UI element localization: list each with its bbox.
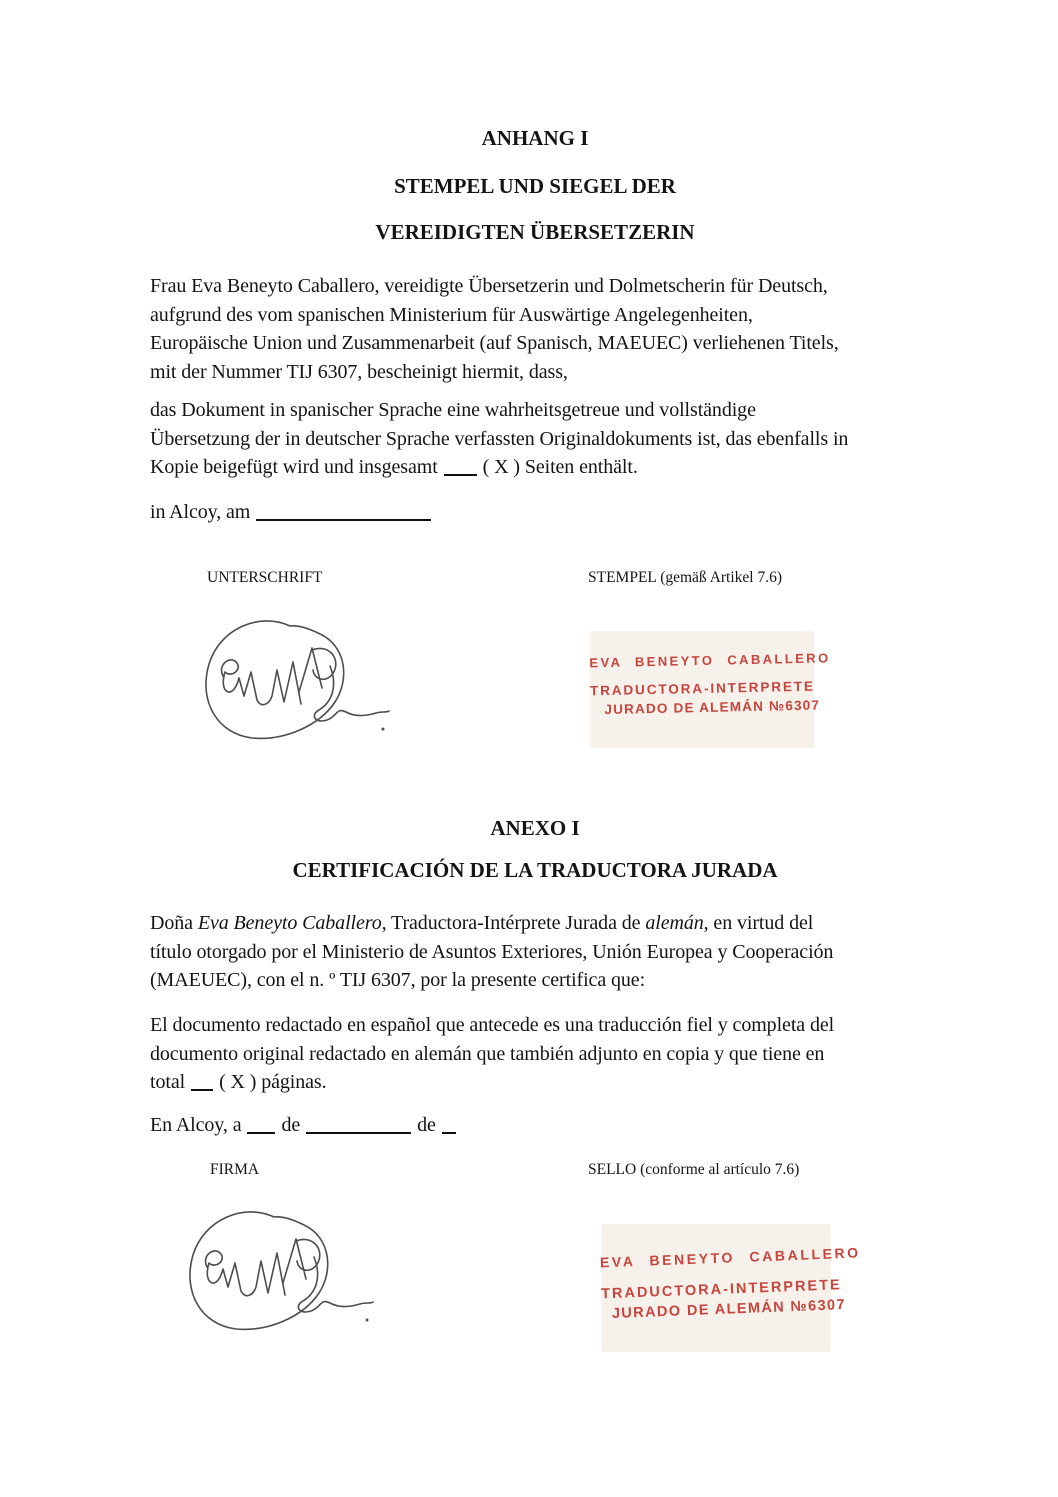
paragraph-line: Frau Eva Beneyto Caballero, vereidigte Übersetzerin und Dolmetscherin für Deutsch, [150,275,828,297]
paragraph-line: Übersetzung der in deutscher Sprache verfassten Originaldokuments ist, das ebenfalls in [150,427,849,450]
anexo-title: ANEXO I [490,816,580,840]
paragraph-line [150,453,848,482]
paragraph-line: título otorgado por el Ministerio de Asuntos Exteriores, Unión Europea y Cooperación [150,940,834,963]
paragraph-line: aufgrund des vom spanischen Ministerium für Auswärtige Angelegenheiten, [150,303,753,326]
anexo-paragraph-2 [150,1011,834,1097]
pages-count-blank [191,1072,213,1091]
stamp-name-line: EVA BENEYTO CABALLERO [589,650,831,671]
anhang-paragraph-2 [150,396,848,482]
anhang-subtitle-2: VEREIDIGTEN ÜBERSETZERIN [375,220,695,244]
month-blank [306,1115,411,1134]
anhang-paragraph-1 [150,272,839,386]
date-blank [256,502,431,521]
paragraph-text: , Traductora-Intérprete Jurada de [381,912,646,934]
language-italic: alemán [645,912,704,934]
paragraph-line: Europäische Union und Zusammenarbeit (auf Spanisch, MAEUEC) verliehenen Titels, [150,332,839,354]
paragraph-text: ( X ) Seiten enthält. [482,456,638,478]
stamp-number-line: JURADO DE ALEMÁN №6307 [611,1297,847,1323]
year-blank [442,1115,456,1134]
translator-stamp [589,631,831,748]
anhang-date-line [150,498,437,527]
translator-name-italic: Eva Beneyto Caballero [197,912,382,934]
paragraph-line: mit der Nummer TIJ 6307, bescheinigt hiermit, dass, [150,360,568,383]
signature-scribble [170,1201,382,1335]
paragraph-text: Kopie beigefügt wird und insgesamt [150,456,438,478]
translator-stamp-text [589,629,831,751]
paragraph-text: ( X ) páginas. [219,1071,327,1093]
paragraph-text: Doña [150,912,198,934]
signature-label: UNTERSCHRIFT [207,569,323,586]
day-blank [247,1115,275,1134]
pages-count-blank [444,457,477,476]
date-line-text: de [417,1114,436,1136]
stamp-title-line: TRADUCTORA-INTERPRETE [600,1277,842,1303]
translator-stamp [599,1224,861,1352]
anexo-subtitle: CERTIFICACIÓN DE LA TRADUCTORA JURADA [292,858,778,882]
anhang-subtitle-1: STEMPEL UND SIEGEL DER [394,174,676,198]
stamp-title-line: TRADUCTORA-INTERPRETE [589,678,816,699]
paragraph-line: El documento redactado en español que antecede es una traducción fiel y completa del [150,1014,835,1036]
paragraph-line: (MAEUEC), con el n. º TIJ 6307, por la presente certifica que: [150,969,646,991]
date-line-text: En Alcoy, a [150,1114,242,1136]
date-line-text: in Alcoy, am [150,501,251,523]
signature-scribble [186,610,398,744]
anhang-title: ANHANG I [481,126,589,150]
date-line-text: de [281,1114,301,1136]
translator-stamp-text [599,1220,861,1357]
stamp-label: SELLO (conforme al artículo 7.6) [588,1161,800,1178]
paragraph-line [150,909,833,938]
paragraph-text: total [150,1071,186,1093]
paragraph-text: , en virtud del [703,912,814,934]
stamp-number-line: JURADO DE ALEMÁN №6307 [604,697,821,718]
anexo-date-line [150,1111,462,1140]
paragraph-line: das Dokument in spanischer Sprache eine wahrheitsgetreue und vollständige [150,399,756,421]
paragraph-line: documento original redactado en alemán que también adjunto en copia y que tiene en [150,1042,825,1065]
stamp-name-line: EVA BENEYTO CABALLERO [599,1244,861,1271]
stamp-label: STEMPEL (gemäß Artikel 7.6) [588,569,783,586]
signature-label: FIRMA [210,1161,260,1178]
anexo-paragraph-1 [150,909,833,995]
paragraph-line [150,1068,834,1097]
